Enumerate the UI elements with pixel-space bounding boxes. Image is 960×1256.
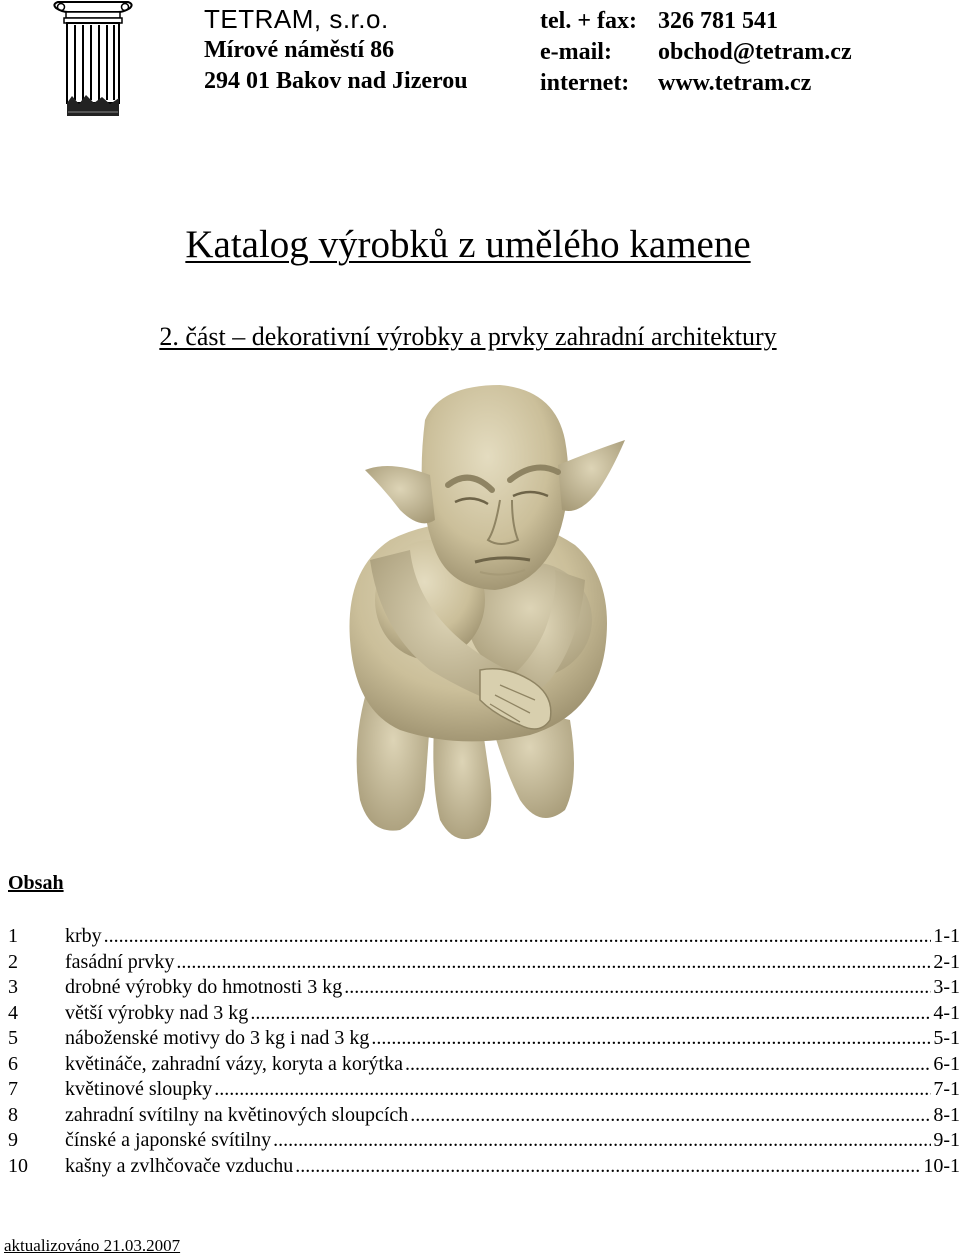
toc-entry-number: 6 bbox=[8, 1052, 18, 1075]
update-date: aktualizováno 21.03.2007 bbox=[4, 1236, 181, 1255]
toc-entry-number: 9 bbox=[8, 1129, 18, 1151]
toc-entry-number: 8 bbox=[8, 1103, 18, 1126]
catalog-title: Katalog výrobků z umělého kamene bbox=[185, 223, 751, 266]
contact-email-row bbox=[540, 37, 852, 68]
toc-entry-title: náboženské motivy do 3 kg i nad 3 kg bbox=[65, 1027, 370, 1049]
toc-entry-page: 3-1 bbox=[933, 976, 960, 998]
toc-entry-number: 10 bbox=[8, 1154, 28, 1177]
company-name: TETRAM, s.r.o. bbox=[204, 4, 389, 34]
toc-entry-title: drobné výrobky do hmotnosti 3 kg bbox=[65, 976, 343, 998]
column-logo bbox=[52, 0, 134, 118]
phone-value: 326 781 541 bbox=[658, 8, 778, 34]
website-link[interactable]: www.tetram.cz bbox=[658, 70, 812, 96]
gargoyle-statue-image bbox=[330, 380, 630, 850]
toc-entry-page: 7-1 bbox=[933, 1078, 960, 1100]
toc-entry-number: 5 bbox=[8, 1027, 18, 1049]
toc-entry-page: 2-1 bbox=[933, 950, 960, 973]
contact-label: internet: bbox=[540, 70, 630, 96]
toc-dot-leader bbox=[344, 976, 931, 999]
toc-entry-page: 8-1 bbox=[933, 1103, 960, 1126]
toc-entry[interactable] bbox=[8, 925, 960, 951]
toc-dot-leader bbox=[176, 951, 931, 974]
toc-entry-page: 1-1 bbox=[933, 925, 960, 947]
toc-dot-leader bbox=[410, 1104, 931, 1127]
toc-dot-leader bbox=[371, 1027, 931, 1050]
toc-entry-page: 6-1 bbox=[933, 1052, 960, 1075]
toc-heading: Obsah bbox=[8, 872, 64, 894]
toc-entry[interactable] bbox=[8, 1104, 960, 1130]
toc-entry[interactable] bbox=[8, 1129, 960, 1155]
toc-dot-leader bbox=[405, 1053, 931, 1076]
toc-entry-title: květinové sloupky bbox=[65, 1078, 213, 1100]
toc-entry-number: 2 bbox=[8, 950, 18, 973]
contact-label: e-mail: bbox=[540, 39, 612, 65]
contact-web-row bbox=[540, 68, 852, 99]
company-street: Mírové náměstí 86 bbox=[204, 37, 395, 63]
email-link[interactable]: obchod@tetram.cz bbox=[658, 39, 852, 65]
toc-entry-number: 1 bbox=[8, 925, 18, 947]
toc-dot-leader bbox=[214, 1078, 931, 1101]
contact-label: tel. + fax: bbox=[540, 8, 637, 34]
toc-entry-title: fasádní prvky bbox=[65, 950, 175, 973]
company-block bbox=[204, 4, 468, 97]
toc-entry-title: kašny a zvlhčovače vzduchu bbox=[65, 1154, 294, 1177]
toc-entry-number: 3 bbox=[8, 976, 18, 998]
toc-entry[interactable] bbox=[8, 1155, 960, 1181]
toc-entry-page: 5-1 bbox=[933, 1027, 960, 1049]
toc-entry[interactable] bbox=[8, 1027, 960, 1053]
toc-dot-leader bbox=[250, 1002, 931, 1025]
catalog-subtitle: 2. část – dekorativní výrobky a prvky zahradní architektury bbox=[159, 322, 777, 351]
toc-entry-number: 4 bbox=[8, 1001, 18, 1024]
toc-entry[interactable] bbox=[8, 1002, 960, 1028]
contact-phone-row bbox=[540, 6, 852, 37]
toc-dot-leader bbox=[295, 1155, 921, 1178]
toc-entry[interactable] bbox=[8, 976, 960, 1002]
table-of-contents bbox=[8, 925, 960, 1180]
toc-entry-page: 9-1 bbox=[933, 1129, 960, 1151]
toc-dot-leader bbox=[273, 1129, 931, 1152]
toc-entry-number: 7 bbox=[8, 1078, 18, 1100]
contact-block bbox=[540, 6, 852, 99]
toc-entry-title: větší výrobky nad 3 kg bbox=[65, 1001, 249, 1024]
toc-entry[interactable] bbox=[8, 951, 960, 977]
toc-entry-title: krby bbox=[65, 925, 102, 947]
toc-dot-leader bbox=[104, 925, 932, 948]
toc-entry[interactable] bbox=[8, 1078, 960, 1104]
toc-entry[interactable] bbox=[8, 1053, 960, 1079]
toc-entry-title: květináče, zahradní vázy, koryta a korýtka bbox=[65, 1052, 403, 1075]
toc-entry-title: čínské a japonské svítilny bbox=[65, 1129, 272, 1151]
toc-entry-page: 4-1 bbox=[933, 1001, 960, 1024]
toc-entry-page: 10-1 bbox=[923, 1154, 960, 1177]
toc-entry-title: zahradní svítilny na květinových sloupcích bbox=[65, 1103, 409, 1126]
company-city: 294 01 Bakov nad Jizerou bbox=[204, 68, 468, 94]
